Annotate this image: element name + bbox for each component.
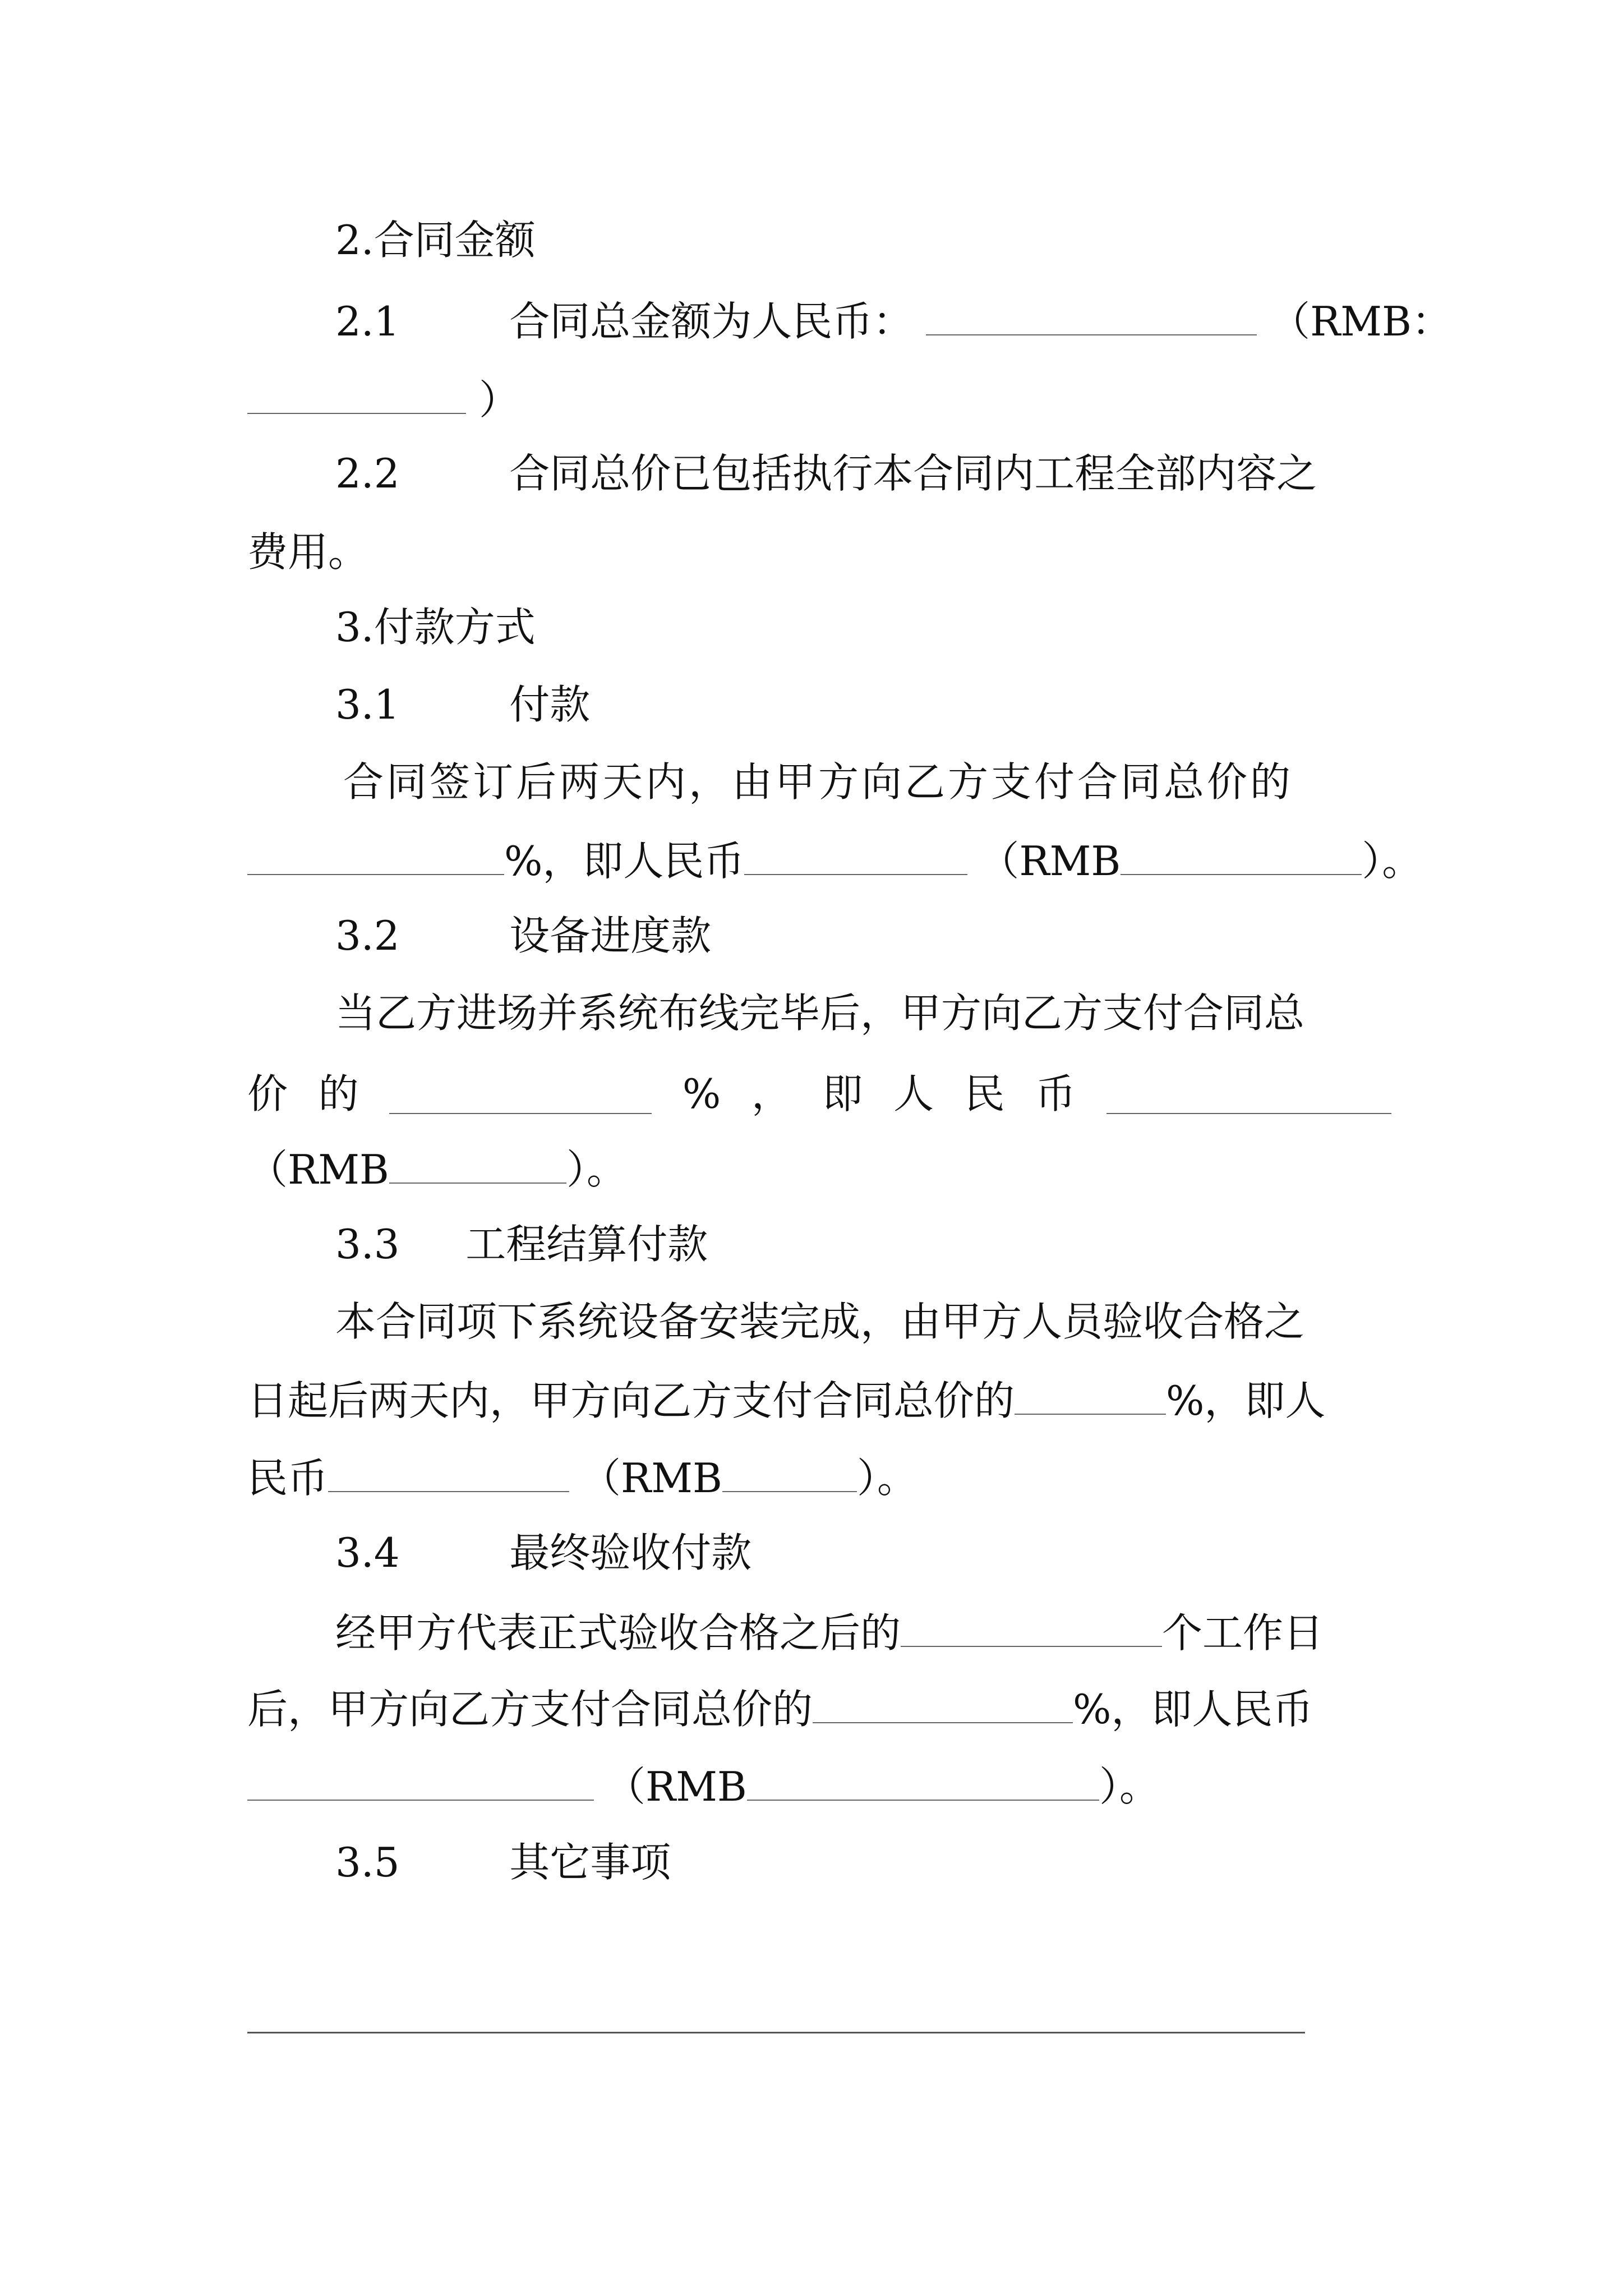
working-days-blank[interactable] — [901, 1610, 1162, 1647]
rmb-amount-blank[interactable] — [1121, 838, 1362, 875]
amount-blank[interactable] — [744, 838, 967, 875]
clause-3-3-cont: 日起后两天内，甲方向乙方支付合同总价的 %，即人 — [247, 1377, 1326, 1424]
percent-blank[interactable] — [389, 1077, 652, 1114]
clause-3-1-text: 合同签订后两天内，由甲方向乙方支付合同总价的 — [343, 758, 1294, 806]
clause-2-2: 2.2 合同总价已包括执行本合同内工程全部内容之 — [335, 450, 1317, 497]
clause-text: 合同总金额为人民币： — [509, 298, 914, 345]
clause-3-1-heading: 3.1 付款 — [335, 681, 591, 728]
clause-3-5-heading: 3.5 其它事项 — [335, 1839, 671, 1886]
clause-3-2-cont: 价 的 % ， 即 人 民 币 — [247, 1069, 1391, 1114]
clause-number: 3.2 — [335, 912, 400, 959]
clause-3-4-cont: 后，甲方向乙方支付合同总价的 %，即人民币 — [247, 1686, 1313, 1733]
clause-3-2-heading: 3.2 设备进度款 — [335, 912, 712, 959]
percent-blank[interactable] — [813, 1686, 1073, 1723]
rmb-amount-blank[interactable] — [389, 1147, 566, 1184]
clause-number: 2.1 — [335, 298, 400, 345]
clause-2-1-cont: ） — [247, 377, 519, 422]
clause-3-4-text: 经甲方代表正式验收合格之后的 个工作日 — [335, 1609, 1324, 1657]
percent-blank[interactable] — [247, 838, 504, 875]
clause-number: 3.3 — [335, 1221, 400, 1268]
clause-number: 3.5 — [335, 1839, 400, 1886]
clause-number: 2.2 — [335, 450, 400, 497]
amount-blank[interactable] — [926, 298, 1257, 335]
rmb-amount-blank[interactable] — [747, 1764, 1099, 1801]
amount-blank[interactable] — [247, 1764, 594, 1801]
rmb-amount-blank[interactable] — [247, 377, 466, 414]
clause-number: 3.1 — [335, 681, 400, 728]
section-3-heading: 3.付款方式 — [335, 604, 536, 651]
section-2-heading: 2.合同金额 — [335, 217, 536, 264]
percent-blank[interactable] — [1015, 1378, 1166, 1415]
clause-2-2-cont: 费用。 — [247, 528, 369, 576]
amount-blank[interactable] — [328, 1455, 569, 1492]
clause-number: 3.4 — [335, 1529, 400, 1576]
other-matters-blank[interactable] — [247, 2032, 1305, 2033]
clause-3-3-text: 本合同项下系统设备安装完成，由甲方人员验收合格之 — [335, 1298, 1305, 1345]
clause-3-3-cont2: 民币 （RMB ）。 — [247, 1455, 917, 1502]
clause-3-4-cont2: （RMB ）。 — [247, 1764, 1160, 1809]
clause-2-1: 2.1 合同总金额为人民币： （RMB： — [335, 298, 1452, 345]
rmb-amount-blank[interactable] — [722, 1455, 857, 1492]
clause-3-4-heading: 3.4 最终验收付款 — [335, 1529, 752, 1576]
clause-3-3-heading: 3.3 工程结算付款 — [335, 1221, 708, 1268]
clause-3-2-cont2: （RMB ）。 — [247, 1146, 627, 1193]
clause-3-2-text: 当乙方进场并系统布线完毕后，甲方向乙方支付合同总 — [335, 990, 1305, 1037]
amount-blank[interactable] — [1106, 1077, 1391, 1114]
clause-3-1-cont: %，即人民币 （RMB ）。 — [247, 838, 1422, 883]
